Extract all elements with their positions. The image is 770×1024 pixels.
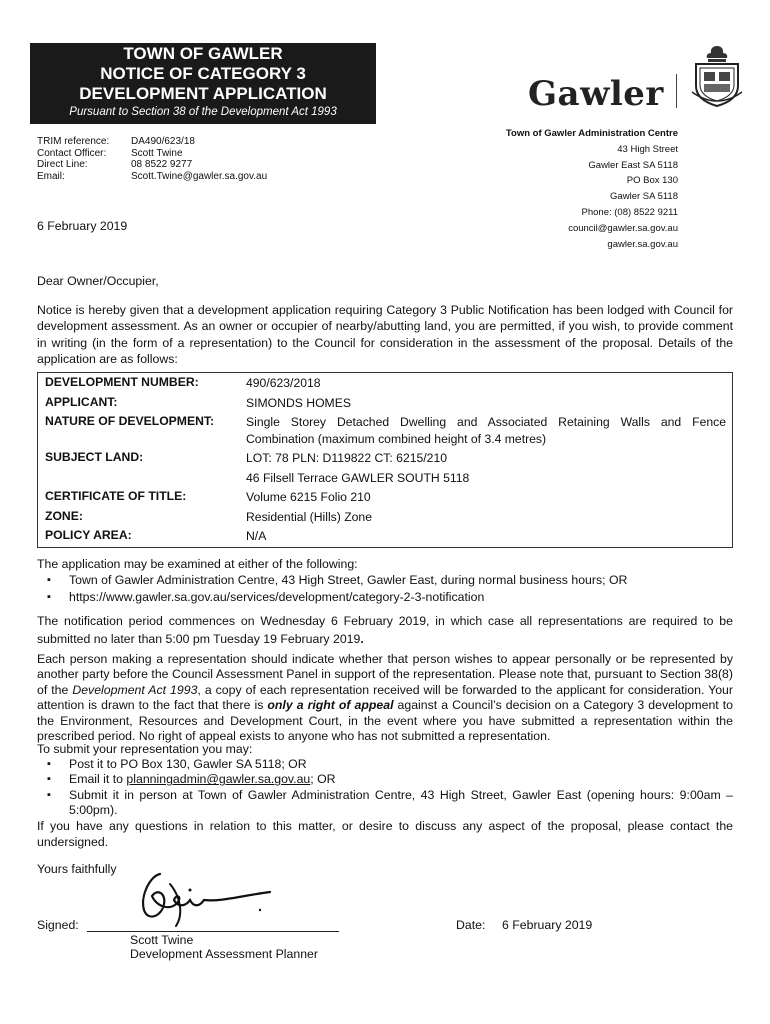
notice-title-block [30, 43, 376, 124]
address-heading: Town of Gawler Administration Centre [505, 128, 678, 139]
examine-section [37, 556, 733, 605]
notification-paragraph [37, 612, 733, 648]
application-details-table [37, 372, 733, 548]
intro-paragraph: Notice is hereby given that a development application requiring Category 3 Public Notification has been lodged with Council for development assessment. As an owner or occupier of nearby/abutting land, you are permitted, if you wish, to provide comment in writing (in the form of a representation) to the Council for consideration in the assessment of the proposal. Details of the application are as follows: [37, 303, 733, 366]
examine-list [37, 572, 733, 605]
zone-value: Residential (Hills) Zone [246, 510, 372, 524]
closing: Yours faithfully [37, 862, 117, 876]
council-crest-icon [688, 42, 746, 108]
planning-email-link[interactable]: planningadmin@gawler.sa.gov.au [126, 772, 311, 787]
examine-item-web[interactable]: ▪ https://www.gawler.sa.gov.au/services/development/category-2-3-notification [37, 589, 733, 605]
submit-intro: To submit your representation you may: [37, 742, 253, 756]
submit-item-in-person: ▪ Submit it in person at Town of Gawler Administration Centre, 43 High Street, Gawler East (opening hours: 9:00am – 5:00pm). [37, 788, 733, 818]
email-value: Scott.Twine@gawler.sa.gov.au [131, 170, 268, 182]
direct-line-value: 08 8522 9277 [131, 159, 193, 170]
trim-reference-label: TRIM reference: [37, 136, 110, 147]
representation-paragraph [37, 652, 733, 744]
submit-email-prefix: Email it to [69, 772, 127, 787]
subject-land-lot: LOT: 78 PLN: D119822 CT: 6215/210 [246, 451, 447, 465]
nature-label: NATURE OF DEVELOPMENT: [45, 414, 215, 428]
notification-text: The notification period commences on Wednesday 6 February 2019, in which case all representations are required to be submitted no later than 5:00 pm Tuesday 19 February 2019 [37, 614, 733, 646]
signed-label: Signed: [37, 918, 79, 932]
dev-number-label: DEVELOPMENT NUMBER: [45, 375, 199, 389]
date-label: Date: [456, 918, 486, 932]
certificate-label: CERTIFICATE OF TITLE: [45, 489, 187, 503]
title-line-3: DEVELOPMENT APPLICATION [79, 84, 327, 103]
address-pobox: PO Box 130 [626, 175, 678, 187]
signatory-position: Development Assessment Planner [130, 947, 318, 961]
submit-item-post: ▪ Post it to PO Box 130, Gawler SA 5118; OR [37, 757, 733, 772]
subject-land-address: 46 Filsell Terrace GAWLER SOUTH 5118 [246, 471, 470, 485]
representation-emphasis: only a right of appeal [267, 698, 394, 713]
council-address-block [506, 126, 678, 252]
examine-item-office: ▪ Town of Gawler Administration Centre, 43 High Street, Gawler East, during normal business hours; OR [37, 572, 733, 588]
direct-line-label: Direct Line: [37, 159, 88, 170]
certificate-value: Volume 6215 Folio 210 [246, 490, 371, 504]
address-street: 43 High Street [617, 143, 678, 155]
address-phone: Phone: (08) 8522 9211 [581, 206, 678, 218]
letter-date: 6 February 2019 [37, 219, 128, 233]
signature-line [87, 931, 339, 932]
address-suburb: Gawler East SA 5118 [588, 159, 678, 171]
representation-part-3: against a Council’s decision on a Category 3 development to the Environment, Resources and Development Court, in the event where you have submitted a representation within the prescribed period. No right of appeal exists to anyone who has not submitted a representation. [37, 698, 733, 744]
applicant-value: SIMONDS HOMES [246, 396, 351, 410]
zone-label: ZONE: [45, 509, 83, 523]
trim-reference-value: DA490/623/18 [131, 136, 195, 147]
salutation: Dear Owner/Occupier, [37, 274, 159, 288]
title-subtitle: Pursuant to Section 38 of the Development Act 1993 [69, 106, 337, 118]
address-postal: Gawler SA 5118 [610, 191, 678, 203]
representation-act: Development Act 1993 [72, 682, 198, 697]
logo-divider [676, 74, 677, 108]
dev-number-value: 490/623/2018 [246, 376, 321, 390]
subject-land-label: SUBJECT LAND: [45, 450, 144, 464]
policy-area-value: N/A [246, 529, 267, 543]
policy-area-label: POLICY AREA: [45, 528, 132, 542]
contact-officer-value: Scott Twine [131, 147, 183, 159]
email-label: Email: [37, 170, 65, 182]
submit-section [37, 742, 733, 818]
notification-end: . [360, 632, 364, 646]
signatory-name: Scott Twine [130, 933, 194, 947]
title-line-1: TOWN OF GAWLER [123, 44, 283, 63]
address-email: council@gawler.sa.gov.au [568, 222, 678, 234]
representation-part-2: , a copy of each representation received will be forwarded to the applicant for consideration. Your attention is drawn to the fact that there is [37, 682, 733, 713]
gawler-logo-text: Gawler [528, 74, 664, 114]
signature-date: 6 February 2019 [502, 918, 593, 932]
submit-email-suffix: ; OR [310, 772, 336, 787]
contact-officer-label: Contact Officer: [37, 147, 107, 159]
representation-part-1: Each person making a representation should indicate whether that person wishes to appear personally or be represented by another party before the Council Assessment Panel in support of the representation. Please note that, pursuant to Section 38(8) of the [37, 652, 733, 697]
nature-value: Single Storey Detached Dwelling and Associated Retaining Walls and Fence Combination (maximum combined height of 3.4 metres) [246, 415, 726, 446]
examine-intro: The application may be examined at either of the following: [37, 557, 358, 571]
address-web: gawler.sa.gov.au [607, 238, 678, 250]
questions-paragraph: If you have any questions in relation to this matter, or desire to discuss any aspect of the proposal, please contact the undersigned. [37, 819, 733, 849]
submit-list [37, 757, 733, 818]
applicant-label: APPLICANT: [45, 395, 118, 409]
handwritten-signature [130, 866, 280, 932]
submit-item-email [37, 772, 733, 787]
title-line-2: NOTICE OF CATEGORY 3 [100, 64, 306, 83]
